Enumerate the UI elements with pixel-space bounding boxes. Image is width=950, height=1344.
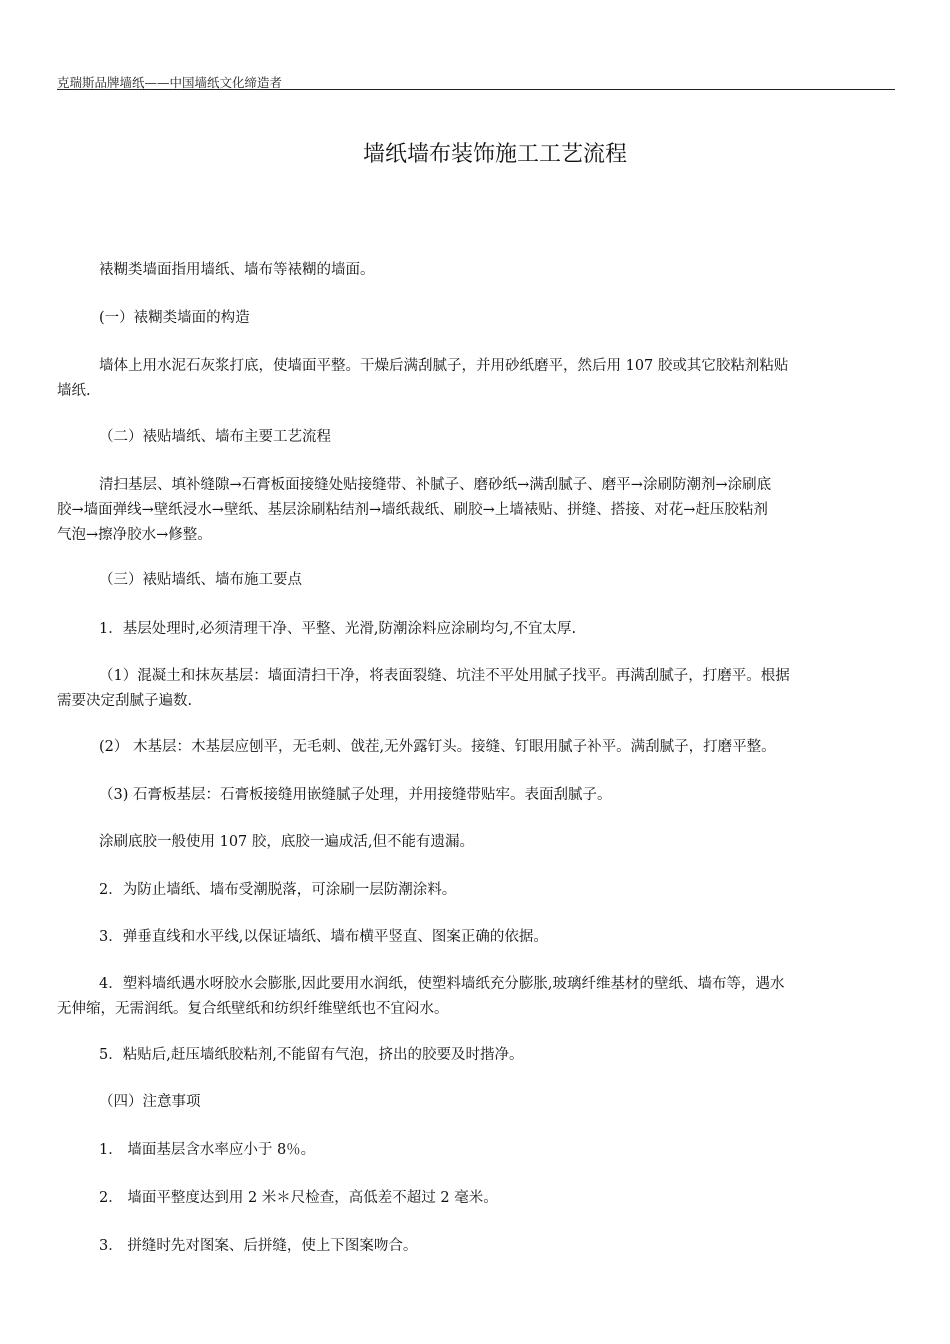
document-title: 墙纸墙布装饰施工工艺流程 bbox=[362, 142, 627, 167]
paragraph-primer-note bbox=[57, 830, 895, 855]
paragraph-point-3 bbox=[57, 925, 895, 950]
paragraph-line: 墙纸. bbox=[57, 383, 91, 399]
paragraph-line: 需要决定刮腻子遍数. bbox=[57, 693, 193, 709]
paragraph-line: 气泡→擦净胶水→修整。 bbox=[57, 527, 212, 543]
paragraph-line: 1． 墙面基层含水率应小于 8％。 bbox=[99, 1142, 316, 1158]
note-item-1 bbox=[57, 1138, 895, 1163]
paragraph-line: 清扫基层、填补缝隙→石膏板面接缝处贴接缝带、补腻子、磨砂纸→满刮腻子、磨平→涂刷防潮剂→涂刷底 bbox=[99, 477, 772, 493]
paragraph-line: (2） 木基层：木基层应刨平，无毛刺、戗茬,无外露钉头。接缝、钉眼用腻子补平。满刮腻子，打磨平整。 bbox=[99, 739, 776, 755]
paragraph-point-1-3 bbox=[57, 783, 895, 808]
paragraph-line: 5．粘贴后,赶压墙纸胶粘剂,不能留有气泡，挤出的胶要及时揩净。 bbox=[99, 1047, 524, 1063]
paragraph-point-4 bbox=[57, 972, 895, 1022]
paragraph-point-2 bbox=[57, 878, 895, 903]
paragraph-line: 4．塑料墙纸遇水呀胶水会膨胀,因此要用水润纸，使塑料墙纸充分膨胀,玻璃纤维基材的壁纸、墙布等，遇水 bbox=[99, 976, 785, 992]
paragraph-line: 2． 墙面平整度达到用 2 米＊尺检查，高低差不超过 2 毫米。 bbox=[99, 1190, 498, 1206]
section-heading-2 bbox=[57, 425, 895, 450]
paragraph-line: 裱糊类墙面指用墙纸、墙布等裱糊的墙面。 bbox=[99, 262, 375, 278]
paragraph-point-1 bbox=[57, 617, 895, 642]
paragraph-line: 无伸缩，无需润纸。复合纸壁纸和纺织纤维壁纸也不宜闷水。 bbox=[57, 1001, 449, 1017]
section-heading-3 bbox=[57, 568, 895, 593]
paragraph-line: (一）裱糊类墙面的构造 bbox=[99, 310, 250, 326]
note-item-3 bbox=[57, 1234, 895, 1259]
paragraph-line: （四）注意事项 bbox=[99, 1094, 201, 1110]
running-header-text: 克瑞斯品牌墙纸——中国墙纸文化缔造者 bbox=[57, 75, 283, 90]
paragraph-line: 涂刷底胶一般使用 107 胶，底胶一遍成活,但不能有遗漏。 bbox=[99, 834, 475, 850]
paragraph-line: 3．弹垂直线和水平线,以保证墙纸、墙布横平竖直、图案正确的依据。 bbox=[99, 929, 548, 945]
paragraph-line: （1）混凝土和抹灰基层：墙面清扫干净，将表面裂缝、坑洼不平处用腻子找平。再满刮腻子，打磨平。根据 bbox=[99, 668, 790, 684]
paragraph-line: 墙体上用水泥石灰浆打底，使墙面平整。干燥后满刮腻子，并用砂纸磨平，然后用 107 胶或其它胶粘剂粘贴 bbox=[99, 358, 789, 374]
paragraph-line: （二）裱贴墙纸、墙布主要工艺流程 bbox=[99, 429, 331, 445]
paragraph-line: （3) 石膏板基层：石膏板接缝用嵌缝腻子处理，并用接缝带贴牢。表面刮腻子。 bbox=[99, 787, 612, 803]
paragraph-construction bbox=[57, 354, 895, 404]
paragraph-line: 2．为防止墙纸、墙布受潮脱落，可涂刷一层防潮涂料。 bbox=[99, 882, 457, 898]
paragraph-line: 3． 拼缝时先对图案、后拼缝，使上下图案吻合。 bbox=[99, 1238, 418, 1254]
paragraph-process-flow bbox=[57, 473, 895, 548]
paragraph-point-1-2 bbox=[57, 735, 895, 760]
section-heading-4 bbox=[57, 1090, 895, 1115]
paragraph-line: 胶→墙面弹线→壁纸浸水→壁纸、基层涂刷粘结剂→墙纸裁纸、刷胶→上墙裱贴、拼缝、搭接、对花→赶压胶粘剂 bbox=[57, 502, 768, 518]
paragraph-point-1-1 bbox=[57, 664, 895, 714]
paragraph-intro bbox=[57, 258, 895, 283]
paragraph-point-5 bbox=[57, 1043, 895, 1068]
section-heading-1 bbox=[57, 306, 895, 331]
running-header bbox=[57, 72, 895, 90]
note-item-2 bbox=[57, 1186, 895, 1211]
paragraph-line: （三）裱贴墙纸、墙布施工要点 bbox=[99, 572, 302, 588]
paragraph-line: 1．基层处理时,必须清理干净、平整、光滑,防潮涂料应涂刷均匀,不宜太厚. bbox=[99, 621, 577, 637]
